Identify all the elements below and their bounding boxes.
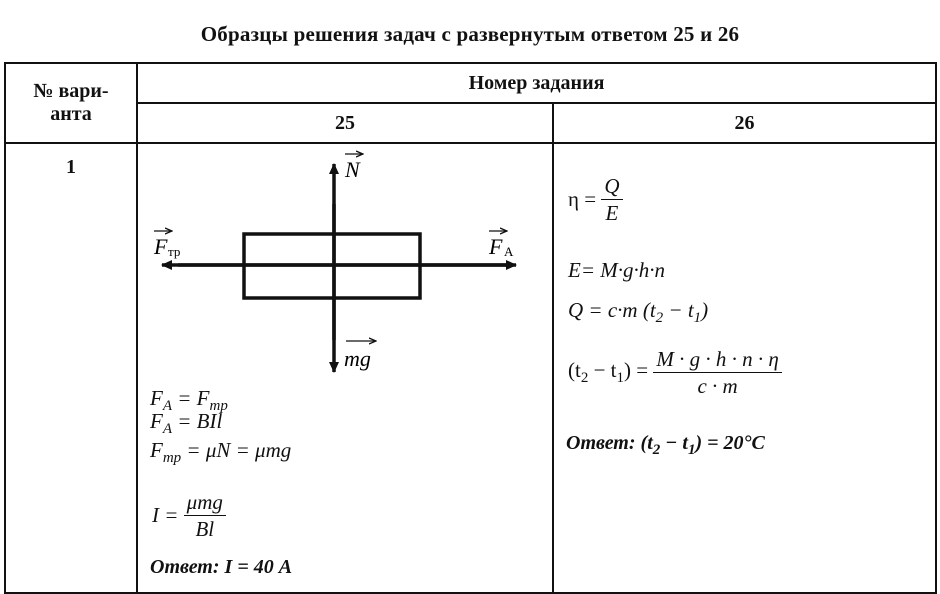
answer-25: Ответ: I = 40 А [150, 556, 293, 578]
eq-25-4: I = $\frac{\text{μmg}}{Bl}$ [152, 490, 226, 541]
task-26-header: 26 [553, 103, 936, 143]
eq-26-4: $(t_2 - t_1)$ = $\frac{M \cdot g \cdot h \cdot n \cdot \eta}{c \cdot m}$ [568, 347, 782, 398]
variant-header-line2: анта [50, 103, 92, 125]
answer-26: Ответ: $(t_2 - t_1) = 20^\circ C$ [566, 432, 765, 458]
label-Ftr: F [154, 234, 168, 259]
eq-26-1: η = $\frac{Q}{E}$ [568, 174, 623, 225]
force-diagram [138, 144, 552, 394]
variant-header-line1: № вари- [33, 80, 109, 102]
variant-number: 1 [66, 156, 76, 178]
eq-25-2: $F_A$ = BIl [150, 409, 223, 438]
label-Ftr-sub: тр [168, 244, 181, 259]
label-mg: mg [344, 346, 371, 371]
eq-26-3: Q = c·m $(t_2 - t_1)$ [568, 298, 709, 327]
eq-26-2: E= M·g·h·n [568, 258, 665, 282]
task-25-content [138, 144, 552, 592]
label-FA-sub: А [504, 244, 514, 259]
page-title: Образцы решения задач с развернутым ответом 25 и 26 [200, 22, 740, 46]
variant-cell [5, 143, 137, 593]
solutions-table [4, 62, 937, 594]
label-N: N [345, 157, 360, 182]
task-number-header: Номер задания [137, 63, 936, 103]
label-FA: F [489, 234, 503, 259]
task-26-content [554, 144, 935, 592]
eq-25-3: $F_{mp} = \mu N = \mu mg$ [150, 438, 292, 467]
task-26-solution [553, 143, 936, 593]
task-25-header: 25 [137, 103, 553, 143]
variant-header-cell [5, 63, 137, 143]
eq-25-1: $F_A = F_{mp}$ [150, 386, 228, 415]
task-25-solution [137, 143, 553, 593]
